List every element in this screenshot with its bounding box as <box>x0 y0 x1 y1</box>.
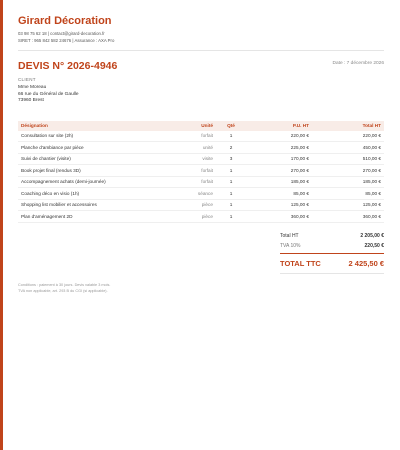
client-city: 73960 Brest <box>18 98 44 103</box>
total-ht-label: Total HT <box>280 232 299 239</box>
total-ht-value: 2 205,00 € <box>360 232 384 239</box>
cell-unit-price: 220,00 € <box>246 131 312 142</box>
vat-note: TVA non applicable, art. 293 B du CGI (si applicable). <box>18 288 108 293</box>
cell-unit: pièce <box>170 199 216 211</box>
items-table <box>18 121 384 223</box>
cell-unit: séance <box>170 188 216 200</box>
items-header-row <box>18 121 384 131</box>
cell-designation: Consultation sur site (2h) <box>18 131 170 142</box>
table-row <box>18 153 384 165</box>
total-ttc-label: TOTAL TTC <box>280 258 321 268</box>
cell-unit-price: 125,00 € <box>246 199 312 211</box>
table-row <box>18 131 384 142</box>
quote-document <box>18 14 384 294</box>
cell-designation: Planche d'ambiance par pièce <box>18 142 170 154</box>
cell-qty: 1 <box>216 131 246 142</box>
header-total: Total HT <box>312 121 384 131</box>
quote-title-row <box>18 59 384 73</box>
cell-designation: Accompagnement achats (demi-journée) <box>18 176 170 188</box>
ttc-divider <box>280 253 384 254</box>
table-row <box>18 165 384 177</box>
quote-date: Date : 7 décembre 2026 <box>332 61 384 66</box>
tva-value: 220,50 € <box>364 242 384 249</box>
cell-unit: unité <box>170 142 216 154</box>
header-unit-price: P.U. HT <box>246 121 312 131</box>
header-qty: Qté <box>216 121 246 131</box>
tva-label: TVA 10% <box>280 242 301 249</box>
cell-designation: Coaching déco en visio (1h) <box>18 188 170 200</box>
company-legal: SIRET : 965 842 582 24676 | Assurance : AXA Pro <box>18 38 115 43</box>
company-name: Girard Décoration <box>18 15 112 27</box>
cell-qty: 1 <box>216 176 246 188</box>
cell-unit-price: 185,00 € <box>246 176 312 188</box>
cell-total: 85,00 € <box>312 188 384 200</box>
total-ttc-value: 2 425,50 € <box>348 258 384 268</box>
cell-total: 270,00 € <box>312 165 384 177</box>
payment-terms-note: Conditions : paiement à 30 jours. Devis valable 3 mois. <box>18 282 111 287</box>
cell-qty: 1 <box>216 188 246 200</box>
cell-designation: Shopping list mobilier et accessoires <box>18 199 170 211</box>
cell-unit-price: 170,00 € <box>246 153 312 165</box>
header-designation: Désignation <box>18 121 170 131</box>
cell-unit-price: 270,00 € <box>246 165 312 177</box>
client-name: Mme Moreau <box>18 85 47 90</box>
table-row <box>18 199 384 211</box>
client-label: CLIENT <box>18 77 36 82</box>
table-row <box>18 188 384 200</box>
table-row <box>18 211 384 223</box>
cell-unit: visite <box>170 153 216 165</box>
footer-notes <box>18 282 384 294</box>
cell-designation: Plan d'aménagement 2D <box>18 211 170 223</box>
cell-unit-price: 225,00 € <box>246 142 312 154</box>
cell-total: 185,00 € <box>312 176 384 188</box>
client-block <box>18 76 384 105</box>
totals-block <box>280 231 384 274</box>
cell-qty: 1 <box>216 165 246 177</box>
cell-qty: 3 <box>216 153 246 165</box>
header-divider <box>18 50 384 51</box>
cell-unit: forfait <box>170 131 216 142</box>
ttc-underline <box>280 273 384 274</box>
cell-unit: forfait <box>170 165 216 177</box>
cell-unit: pièce <box>170 211 216 223</box>
cell-unit-price: 360,00 € <box>246 211 312 223</box>
cell-total: 125,00 € <box>312 199 384 211</box>
cell-total: 360,00 € <box>312 211 384 223</box>
tva-row <box>280 241 384 251</box>
total-ttc-row <box>280 257 384 271</box>
accent-bar <box>0 0 3 450</box>
cell-unit: forfait <box>170 176 216 188</box>
cell-total: 510,00 € <box>312 153 384 165</box>
cell-qty: 2 <box>216 142 246 154</box>
table-row <box>18 176 384 188</box>
client-street: 66 rue du Général de Gaulle <box>18 91 79 97</box>
cell-designation: Book projet final (rendus 3D) <box>18 165 170 177</box>
company-header <box>18 14 384 44</box>
cell-designation: Suivi de chantier (visite) <box>18 153 170 165</box>
header-unit: Unité <box>170 121 216 131</box>
total-ht-row <box>280 231 384 241</box>
cell-qty: 1 <box>216 211 246 223</box>
cell-qty: 1 <box>216 199 246 211</box>
table-row <box>18 142 384 154</box>
cell-total: 450,00 € <box>312 142 384 154</box>
quote-title: DEVIS N° 2026-4946 <box>18 60 118 72</box>
cell-unit-price: 85,00 € <box>246 188 312 200</box>
cell-total: 220,00 € <box>312 131 384 142</box>
company-contact: 03 98 75 62 18 | contact@girard-decoration.fr <box>18 31 105 36</box>
